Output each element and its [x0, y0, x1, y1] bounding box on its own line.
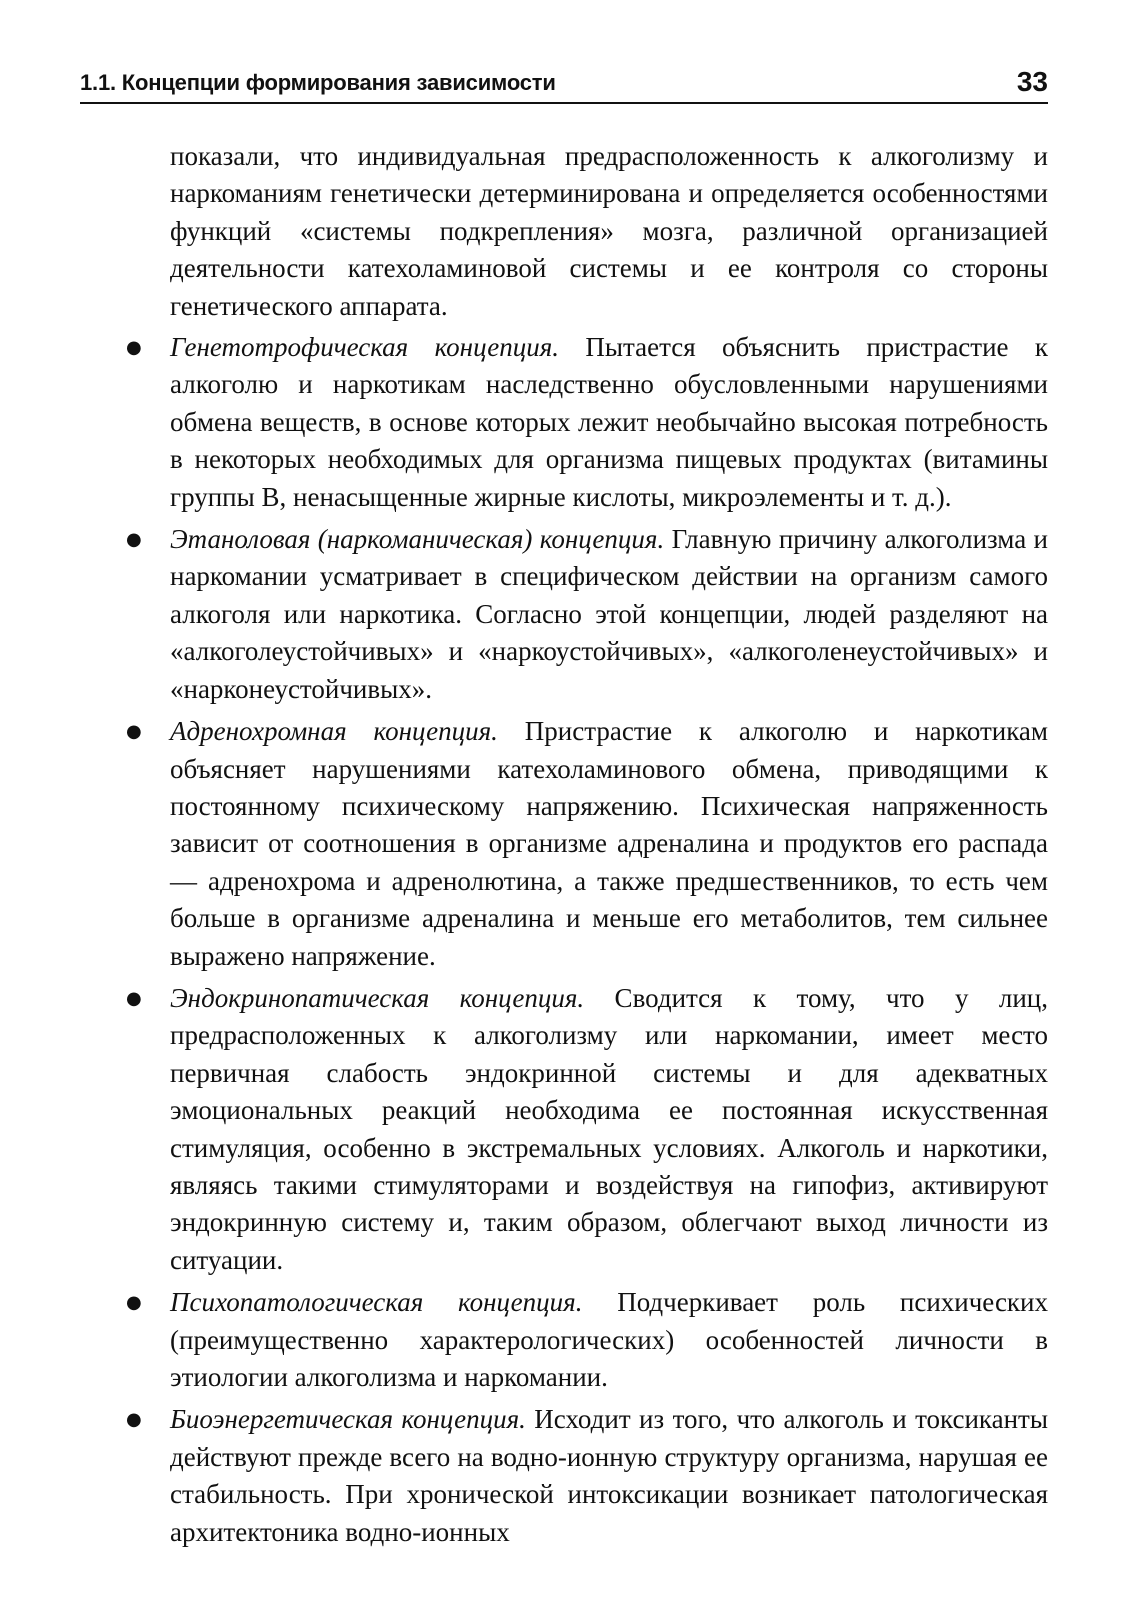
body-text	[126, 138, 1048, 1556]
page-number: 33	[1016, 66, 1048, 97]
concept-name: Психопатологическая концепция.	[170, 1287, 583, 1318]
concept-text: Сводится к тому, что у лиц, предрасположенных к алкоголизму или наркомании, имеет место первичная слабость эндокринной системы и для адекватных эмоциональных реакций необходима ее постоянная искусственная стимуляция, особенно в экстремальных условиях. Алкоголь и наркотики, являясь такими стимуляторами и воздействуя на гипофиз, активируют эндокринную систему и, таким образом, облегчают выход личности из ситуации.	[170, 982, 1048, 1275]
list-item	[126, 329, 1048, 516]
concept-name: Эндокринопатическая концепция.	[170, 982, 585, 1013]
list-item	[126, 713, 1048, 975]
concept-name: Адренохромная концепция.	[170, 716, 498, 747]
bullet-icon: ●	[126, 337, 142, 359]
list-item	[126, 1284, 1048, 1396]
concept-text: Пытается объяснить пристрастие к алкоголю и наркотикам наследственно обусловленными нарушениями обмена веществ, в основе которых лежит необычайно высокая потребность в некоторых необходимых для организма пищевых продуктах (витамины группы В, ненасыщенные жирные кислоты, микроэлементы и т. д.).	[170, 332, 1048, 512]
bullet-icon: ●	[126, 721, 142, 743]
bullet-icon: ●	[126, 1292, 142, 1314]
concept-name: Биоэнергетическая концепция.	[170, 1404, 526, 1435]
bullet-icon: ●	[126, 529, 142, 551]
concept-name: Генетотрофическая концепция.	[170, 332, 560, 363]
list-item	[126, 980, 1048, 1279]
concept-text: Главную причину алкоголизма и наркомании усматривает в специфическом действии на организм самого алкоголя или наркотика. Согласно этой концепции, людей разделяют на «алкоголеустойчивых» и «наркоустойчивых», «алкоголенеустойчивых» и «нарконеустойчивых».	[170, 524, 1049, 704]
concept-text: Подчеркивает роль психических (преимущественно характерологических) особенностей личности в этиологии алкоголизма и наркомании.	[170, 1287, 1049, 1392]
running-header	[80, 62, 1048, 104]
bullet-icon: ●	[126, 987, 142, 1009]
concept-name: Этаноловая (наркоманическая) концепция.	[170, 524, 665, 555]
list-item	[126, 1401, 1048, 1551]
concept-text: Исходит из того, что алкоголь и токсиканты действуют прежде всего на водно-ионную структуру организма, нарушая ее стабильность. При хронической интоксикации возникает патологическая архитектоника водно-ионных	[170, 1404, 1048, 1547]
intro-paragraph: показали, что индивидуальная предрасположенность к алкоголизму и наркоманиям генетически детерминирована и определяется особенностями функций «системы подкрепления» мозга, различной организацией деятельности катехоламиновой системы и ее контроля со стороны генетического аппарата.	[170, 141, 1048, 321]
section-title: 1.1. Концепции формирования зависимости	[80, 70, 556, 95]
bullet-icon: ●	[126, 1409, 142, 1431]
concept-text: Пристрастие к алкоголю и наркотикам объясняет нарушениями катехоламинового обмена, приводящими к постоянному психическому напряжению. Психическая напряженность зависит от соотношения в организме адреналина и продуктов его распада — адренохрома и адренолютина, а также предшественников, то есть чем больше в организме адреналина и меньше его метаболитов, тем сильнее выражено напряжение.	[170, 716, 1049, 971]
list-item	[126, 521, 1048, 708]
concepts-list	[126, 329, 1048, 1551]
